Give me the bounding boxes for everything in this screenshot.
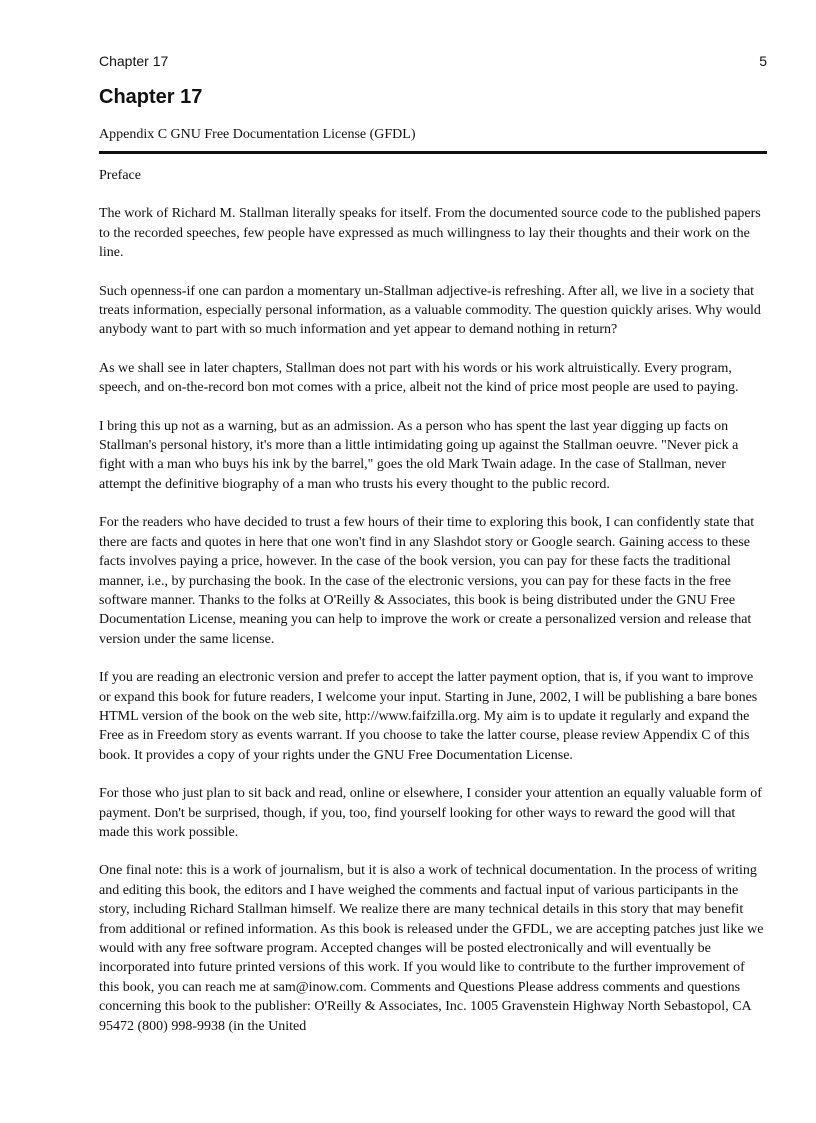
section-title: Preface: [99, 168, 141, 183]
paragraph: One final note: this is a work of journalism, but it is also a work of technical documentation. In the process of writing and editing this book, the editors and I have weighed the comments and factual input of various participants in the story, including Richard Stallman himself. We realize there are many technical details in this story that may benefit from additional or refined information. As this book is released under the GFDL, we are accepting patches just like we would with any free software program. Accepted changes will be posted electronically and will eventually be incorporated into future printed versions of this work. If you would like to contribute to the further improvement of this book, you can reach me at sam@inow.com. Comments and Questions Please address comments and questions concerning this book to the publisher: O'Reilly & Associates, Inc. 1005 Gravenstein Highway North Sebastopol, CA 95472 (800) 998-9938 (in the United: [99, 863, 764, 1034]
body-text: [99, 166, 767, 1055]
paragraph: As we shall see in later chapters, Stallman does not part with his words or his work altruistically. Every program, speech, and on-the-record bon mot comes with a price, albeit not the kind of price most people are used to paying.: [99, 360, 739, 396]
paragraph: Such openness-if one can pardon a momentary un-Stallman adjective-is refreshing. After all, we live in a society that treats information, especially personal information, as a valuable commodity. The question quickly arises. Why would anybody want to part with so much information and yet appear to demand nothing in return?: [99, 283, 761, 338]
chapter-subtitle: Appendix C GNU Free Documentation License (GFDL): [99, 127, 416, 142]
paragraph: For those who just plan to sit back and read, online or elsewhere, I consider your attention an equally valuable form of payment. Don't be surprised, though, if you, too, find yourself looking for other ways to reward the good will that made this work possible.: [99, 786, 762, 840]
paragraph: The work of Richard M. Stallman literally speaks for itself. From the documented source code to the published papers to the recorded speeches, few people have expressed as much willingness to lay their thoughts and their work on the line.: [99, 206, 761, 261]
horizontal-rule: [99, 151, 767, 154]
paragraph: For the readers who have decided to trust a few hours of their time to exploring this book, I can confidently state that there are facts and quotes in here that one won't find in any Slashdot story or Google search. Gaining access to these facts involves paying a price, however. In the case of the book version, you can pay for these facts the traditional manner, i.e., by purchasing the book. In the case of the electronic versions, you can pay for these facts in the free software manner. Thanks to the folks at O'Reilly & Associates, this book is being distributed under the GNU Free Documentation License, meaning you can help to improve the work or create a personalized version and release that version under the same license.: [99, 515, 755, 647]
paragraph: If you are reading an electronic version and prefer to accept the latter payment option, that is, if you want to improve or expand this book for future readers, I welcome your input. Starting in June, 2002, I will be publishing a bare bones HTML version of the book on the web site, http://www.faifzilla.org. My aim is to update it regularly and expand the Free as in Freedom story as events warrant. If you choose to take the latter course, please review Appendix C of this book. It provides a copy of your rights under the GNU Free Documentation License.: [99, 670, 758, 763]
running-header-chapter: Chapter 17: [99, 53, 169, 69]
page-number: 5: [759, 53, 767, 69]
paragraph: I bring this up not as a warning, but as an admission. As a person who has spent the last year digging up facts on Stallman's personal history, it's more than a little intimidating going up against the Stallman oeuvre. "Never pick a fight with a man who buys his ink by the barrel," goes the old Mark Twain adage. In the case of Stallman, never attempt the definitive biography of a man who trusts his every thought to the public record.: [99, 418, 739, 492]
chapter-heading: Chapter 17: [99, 86, 203, 108]
